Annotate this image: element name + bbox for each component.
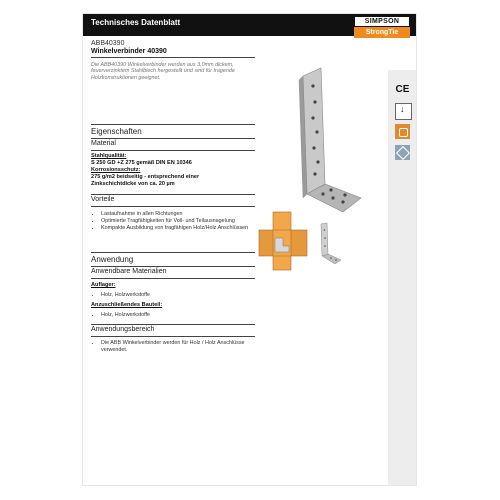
auflager-label: Auflager:	[91, 282, 116, 288]
ce-mark-icon: CE	[395, 84, 410, 95]
subsection-divider	[91, 206, 255, 207]
korrosion-label: Korrosionsschutz:	[91, 167, 141, 173]
list-item: • Optimierte Tragfähigkeiten für Voll- und Teilausnagelung	[101, 218, 261, 225]
section-divider	[91, 252, 255, 253]
subheading-vorteile: Vorteile	[91, 196, 115, 203]
section-divider	[91, 266, 255, 267]
sidebar-panel	[388, 70, 416, 485]
simpson-strongtie-logo	[354, 16, 410, 38]
product-code: ABB40390	[91, 40, 125, 47]
logo-top-text: SIMPSON	[354, 16, 410, 27]
auflager-list	[91, 292, 261, 299]
section-divider	[91, 138, 255, 139]
header-title: Technisches Datenblatt	[91, 18, 181, 27]
section-anwendung: Anwendung	[91, 255, 134, 264]
header-bar	[83, 14, 416, 36]
product-name: Winkelverbinder 40390	[91, 48, 167, 55]
installation-example-image	[257, 210, 309, 272]
subsection-divider	[91, 150, 255, 151]
datasheet-page	[83, 14, 416, 485]
subheading-material: Material	[91, 140, 116, 147]
vorteile-list	[91, 211, 261, 232]
korrosion-line-1: 275 g/m2 beidseitig - entsprechend einer	[91, 174, 200, 180]
section-eigenschaften: Eigenschaften	[91, 127, 142, 136]
subsection-divider	[91, 278, 255, 279]
angle-bracket-image	[273, 66, 363, 216]
anwendungsbereich-list	[91, 340, 261, 354]
bauteil-list	[91, 312, 261, 319]
korrosion-line-2: Zinkschichtdicke von ca. 20 µm	[91, 181, 175, 187]
wood-icon	[395, 124, 410, 139]
list-item: • Holz, Holzwerkstoffe	[101, 312, 261, 319]
logo-bottom-text: StrongTie	[354, 27, 410, 38]
stahlqualitaet-value: S 250 GD +Z 275 gemäß DIN EN 10346	[91, 160, 192, 166]
list-item: • Kompakte Ausbildung von tragfähigen Holz/Holz Anschlüssen	[101, 225, 261, 232]
subheading-anwendbare-materialien: Anwendbare Materialien	[91, 268, 167, 275]
subsection-divider	[91, 336, 255, 337]
load-icon	[395, 103, 412, 120]
subsection-divider	[91, 194, 255, 195]
title-divider	[91, 57, 255, 58]
list-item: • Holz, Holzwerkstoffe	[101, 292, 261, 299]
list-item: • Die ABB Winkelverbinder werden für Holz / Holz Anschlüsse verwendet.	[101, 340, 261, 353]
section-divider	[91, 124, 255, 125]
stahlqualitaet-label: Stahlqualität:	[91, 153, 127, 159]
metal-icon	[395, 145, 410, 160]
list-item: • Lastaufnahme in allen Richtungen	[101, 211, 261, 218]
bracket-thumbnail-image	[315, 222, 343, 266]
intro-text: Die ABB40390 Winkelverbinder werden aus 3,0mm dickem, feuerverzinktem Stahlblech hergestellt und sind für tragende Holzkonstruktionen geeignet.	[91, 62, 235, 81]
subsection-divider	[91, 324, 255, 325]
subheading-anwendungsbereich: Anwendungsbereich	[91, 326, 155, 333]
bauteil-label: Anzuschließendes Bauteil:	[91, 302, 163, 308]
